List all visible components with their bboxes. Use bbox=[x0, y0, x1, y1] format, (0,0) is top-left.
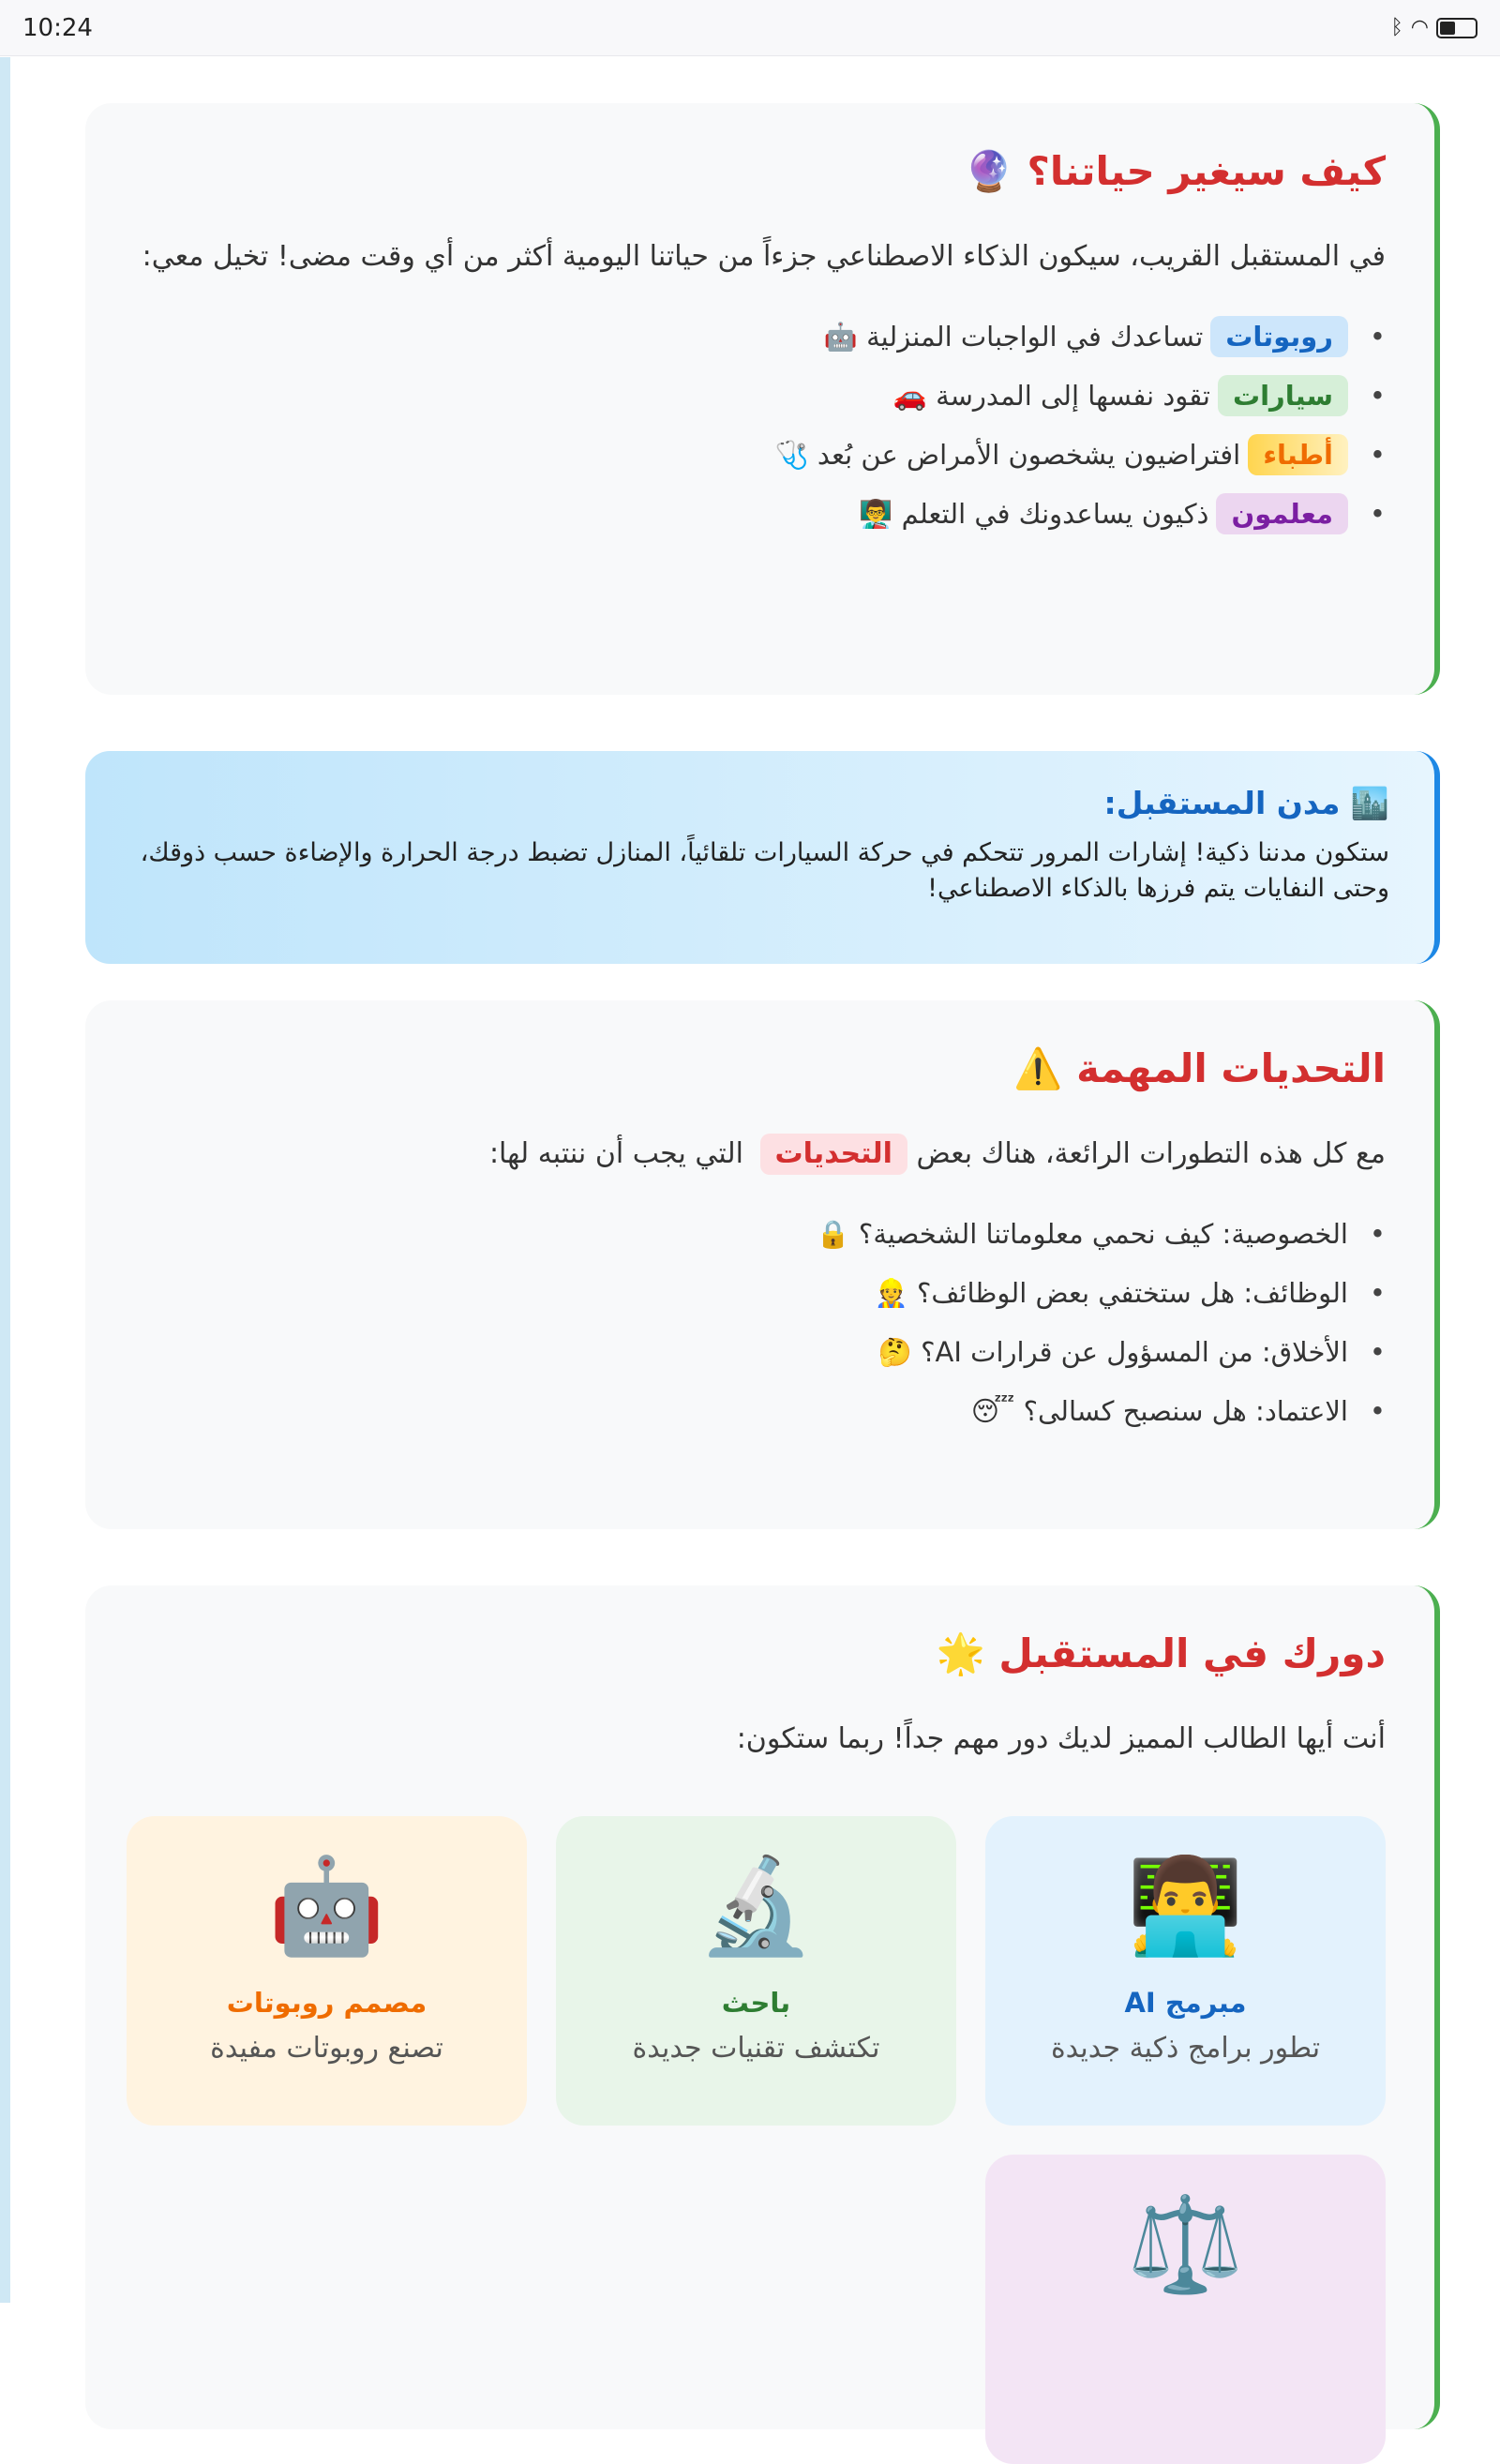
role-card bbox=[985, 2155, 1386, 2464]
bluetooth-icon: ᛒ bbox=[1390, 16, 1403, 39]
list-item bbox=[129, 308, 1386, 367]
role-emoji-icon: 👨‍💻 bbox=[1127, 1851, 1244, 1961]
list-item bbox=[129, 426, 1386, 485]
role-desc: تطور برامج ذكية جديدة bbox=[1050, 2032, 1321, 2065]
role-desc: تكتشف تقنيات جديدة bbox=[632, 2032, 880, 2065]
section-your-role bbox=[85, 1585, 1440, 2429]
item-text: الاعتماد: هل سنصبح كسالى؟ bbox=[1023, 1395, 1348, 1427]
intro-text: أنت أيها الطالب المميز لديك دور مهم جداً! ربما ستكون: bbox=[736, 1722, 1386, 1755]
callout-text: ستكون مدننا ذكية! إشارات المرور تتحكم في حركة السيارات تلقائياً، المنازل تضبط درجة الحرارة والإضاءة حسب ذوقك، وحتى النفايات يتم فرزها بالذكاء الاصطناعي! bbox=[140, 838, 1389, 903]
section-title: دورك في المستقبل 🌟 bbox=[936, 1630, 1386, 1676]
item-emoji-icon: 🚗 bbox=[892, 380, 927, 412]
item-text: ذكيون يساعدونك في التعلم bbox=[901, 498, 1209, 530]
item-emoji-icon: 🔒 bbox=[816, 1218, 850, 1250]
callout-title: 🏙️ مدن المستقبل: bbox=[1103, 785, 1389, 821]
role-card bbox=[127, 1816, 527, 2126]
role-desc: تصنع روبوتات مفيدة bbox=[210, 2032, 443, 2065]
item-text: تقود نفسها إلى المدرسة bbox=[936, 380, 1210, 412]
item-text: الأخلاق: من المسؤول عن قرارات AI؟ bbox=[921, 1336, 1348, 1368]
item-emoji-icon: 🤖 bbox=[823, 321, 858, 353]
future-cities-callout bbox=[85, 751, 1440, 964]
item-emoji-icon: 😴 bbox=[970, 1395, 1015, 1427]
item-text: الخصوصية: كيف نحمي معلوماتنا الشخصية؟ bbox=[858, 1218, 1348, 1250]
item-text: تساعدك في الواجبات المنزلية bbox=[866, 321, 1204, 353]
item-tag: أطباء bbox=[1248, 434, 1348, 475]
role-name: باحث bbox=[721, 1987, 791, 2019]
section-title: كيف سيغير حياتنا؟ 🔮 bbox=[964, 148, 1386, 194]
role-emoji-icon: 🔬 bbox=[698, 1851, 815, 1961]
section-challenges bbox=[85, 1000, 1440, 1529]
item-emoji-icon: 👨‍🏫 bbox=[859, 498, 893, 530]
item-emoji-icon: 🩺 bbox=[774, 439, 809, 471]
role-emoji-icon: ⚖️ bbox=[1127, 2189, 1244, 2299]
list-item bbox=[129, 1323, 1386, 1382]
item-tag: معلمون bbox=[1216, 493, 1348, 534]
wifi-icon: ◠ bbox=[1410, 16, 1429, 39]
intro-text: في المستقبل القريب، سيكون الذكاء الاصطناعي جزءاً من حياتنا اليومية أكثر من أي وقت مضى! تخيل معي: bbox=[142, 240, 1386, 273]
list-item bbox=[129, 1264, 1386, 1323]
star-icon: 🌟 bbox=[936, 1630, 985, 1676]
warning-icon: ⚠️ bbox=[1013, 1045, 1063, 1091]
item-tag: روبوتات bbox=[1210, 316, 1348, 357]
role-card bbox=[985, 1816, 1386, 2126]
highlight-tag: التحديات bbox=[760, 1134, 908, 1175]
item-tag: سيارات bbox=[1218, 375, 1348, 416]
scroll-edge bbox=[0, 57, 10, 2303]
city-icon: 🏙️ bbox=[1350, 785, 1389, 821]
crystal-ball-icon: 🔮 bbox=[964, 148, 1013, 194]
item-emoji-icon: 🤔 bbox=[878, 1336, 912, 1368]
list-item bbox=[129, 1205, 1386, 1264]
role-emoji-icon: 🤖 bbox=[268, 1851, 385, 1961]
section-title: التحديات المهمة ⚠️ bbox=[1013, 1045, 1386, 1091]
role-card bbox=[556, 1816, 956, 2126]
battery-icon bbox=[1436, 18, 1478, 38]
list-item bbox=[129, 1382, 1386, 1441]
role-name: مبرمج AI bbox=[1124, 1987, 1247, 2019]
list-item bbox=[129, 367, 1386, 426]
item-text: افتراضيون يشخصون الأمراض عن بُعد bbox=[817, 439, 1241, 471]
intro-text: مع كل هذه التطورات الرائعة، هناك بعض التحديات التي يجب أن ننتبه لها: bbox=[129, 1124, 1386, 1184]
role-name: مصمم روبوتات bbox=[226, 1987, 428, 2019]
section-how-it-changes bbox=[85, 103, 1440, 695]
clock: 10:24 bbox=[22, 13, 93, 42]
item-text: الوظائف: هل ستختفي بعض الوظائف؟ bbox=[916, 1277, 1348, 1309]
list-item bbox=[129, 485, 1386, 544]
status-bar bbox=[0, 0, 1500, 56]
item-emoji-icon: 👷 bbox=[874, 1277, 908, 1309]
